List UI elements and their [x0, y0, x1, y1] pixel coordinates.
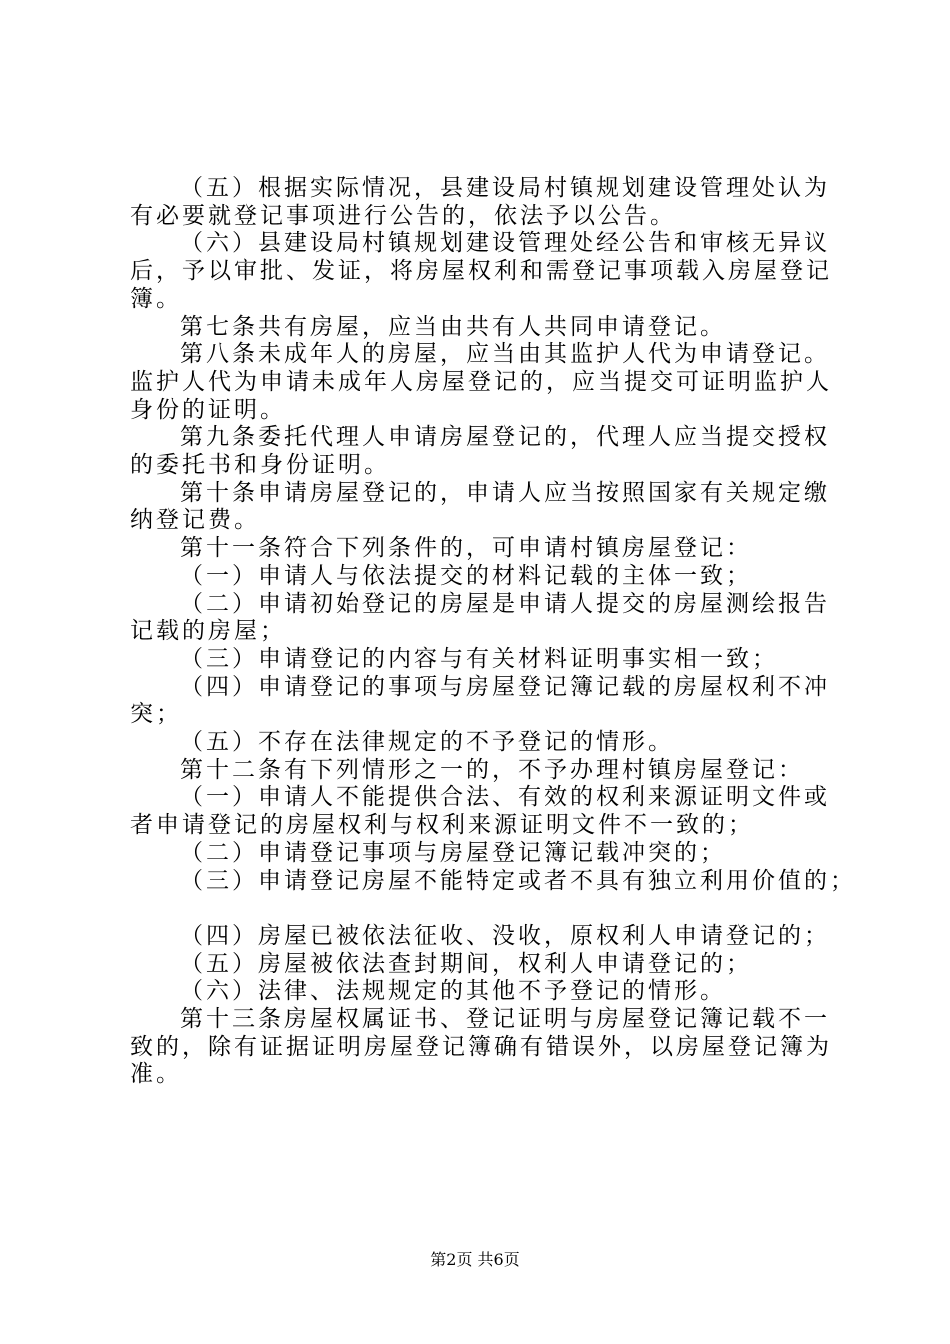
clause-5-line-2: 有必要就登记事项进行公告的，依法予以公告。	[130, 202, 676, 229]
article-7: 第七条共有房屋，应当由共有人共同申请登记。	[180, 313, 726, 340]
article-13-line-2: 致的，除有证据证明房屋登记簿确有错误外，以房屋登记簿为	[130, 1033, 832, 1060]
page-footer: 第2页 共6页	[430, 1250, 520, 1269]
document-body	[130, 175, 856, 1089]
article-11-item-1: （一）申请人与依法提交的材料记载的主体一致；	[180, 562, 752, 589]
article-10-line-2: 纳登记费。	[130, 507, 260, 534]
article-12-item-5: （五）房屋被依法查封期间，权利人申请登记的；	[180, 950, 752, 977]
article-12-item-1-line-1: （一）申请人不能提供合法、有效的权利来源证明文件或	[180, 784, 830, 811]
article-12-item-6: （六）法律、法规规定的其他不予登记的情形。	[180, 978, 726, 1005]
blank-line	[130, 895, 840, 923]
article-9-line-2: 的委托书和身份证明。	[130, 452, 390, 479]
article-11-item-3: （三）申请登记的内容与有关材料证明事实相一致；	[180, 645, 778, 672]
article-12-item-4: （四）房屋已被依法征收、没收，原权利人申请登记的；	[180, 922, 830, 949]
article-11-item-4-line-1: （四）申请登记的事项与房屋登记簿记载的房屋权利不冲	[180, 673, 830, 700]
article-11-item-2-line-1: （二）申请初始登记的房屋是申请人提交的房屋测绘报告	[180, 590, 830, 617]
article-13-line-1: 第十三条房屋权属证书、登记证明与房屋登记簿记载不一	[180, 1006, 830, 1033]
article-11-heading: 第十一条符合下列条件的，可申请村镇房屋登记：	[180, 535, 752, 562]
article-10-line-1: 第十条申请房屋登记的，申请人应当按照国家有关规定缴	[180, 479, 830, 506]
article-8-line-2: 监护人代为申请未成年人房屋登记的，应当提交可证明监护人	[130, 368, 832, 395]
clause-6-line-1: （六）县建设局村镇规划建设管理处经公告和审核无异议	[180, 230, 830, 257]
clause-6-line-3: 簿。	[130, 285, 182, 312]
clause-5-line-1: （五）根据实际情况，县建设局村镇规划建设管理处认为	[180, 175, 830, 201]
article-11-item-5: （五）不存在法律规定的不予登记的情形。	[180, 729, 674, 756]
article-12-item-2: （二）申请登记事项与房屋登记簿记载冲突的；	[180, 839, 726, 866]
article-12-item-3: （三）申请登记房屋不能特定或者不具有独立利用价值的；	[180, 867, 856, 894]
article-8-line-3: 身份的证明。	[130, 396, 286, 423]
article-9-line-1: 第九条委托代理人申请房屋登记的，代理人应当提交授权	[180, 424, 830, 451]
article-11-item-2-line-2: 记载的房屋；	[130, 618, 286, 645]
article-8-line-1: 第八条未成年人的房屋，应当由其监护人代为申请登记。	[180, 341, 830, 368]
article-12-heading: 第十二条有下列情形之一的，不予办理村镇房屋登记：	[180, 756, 804, 783]
clause-6-line-2: 后，予以审批、发证，将房屋权利和需登记事项载入房屋登记	[130, 258, 832, 285]
article-11-item-4-line-2: 突；	[130, 701, 182, 728]
article-13-line-3: 准。	[130, 1061, 182, 1088]
article-12-item-1-line-2: 者申请登记的房屋权利与权利来源证明文件不一致的；	[130, 812, 754, 839]
